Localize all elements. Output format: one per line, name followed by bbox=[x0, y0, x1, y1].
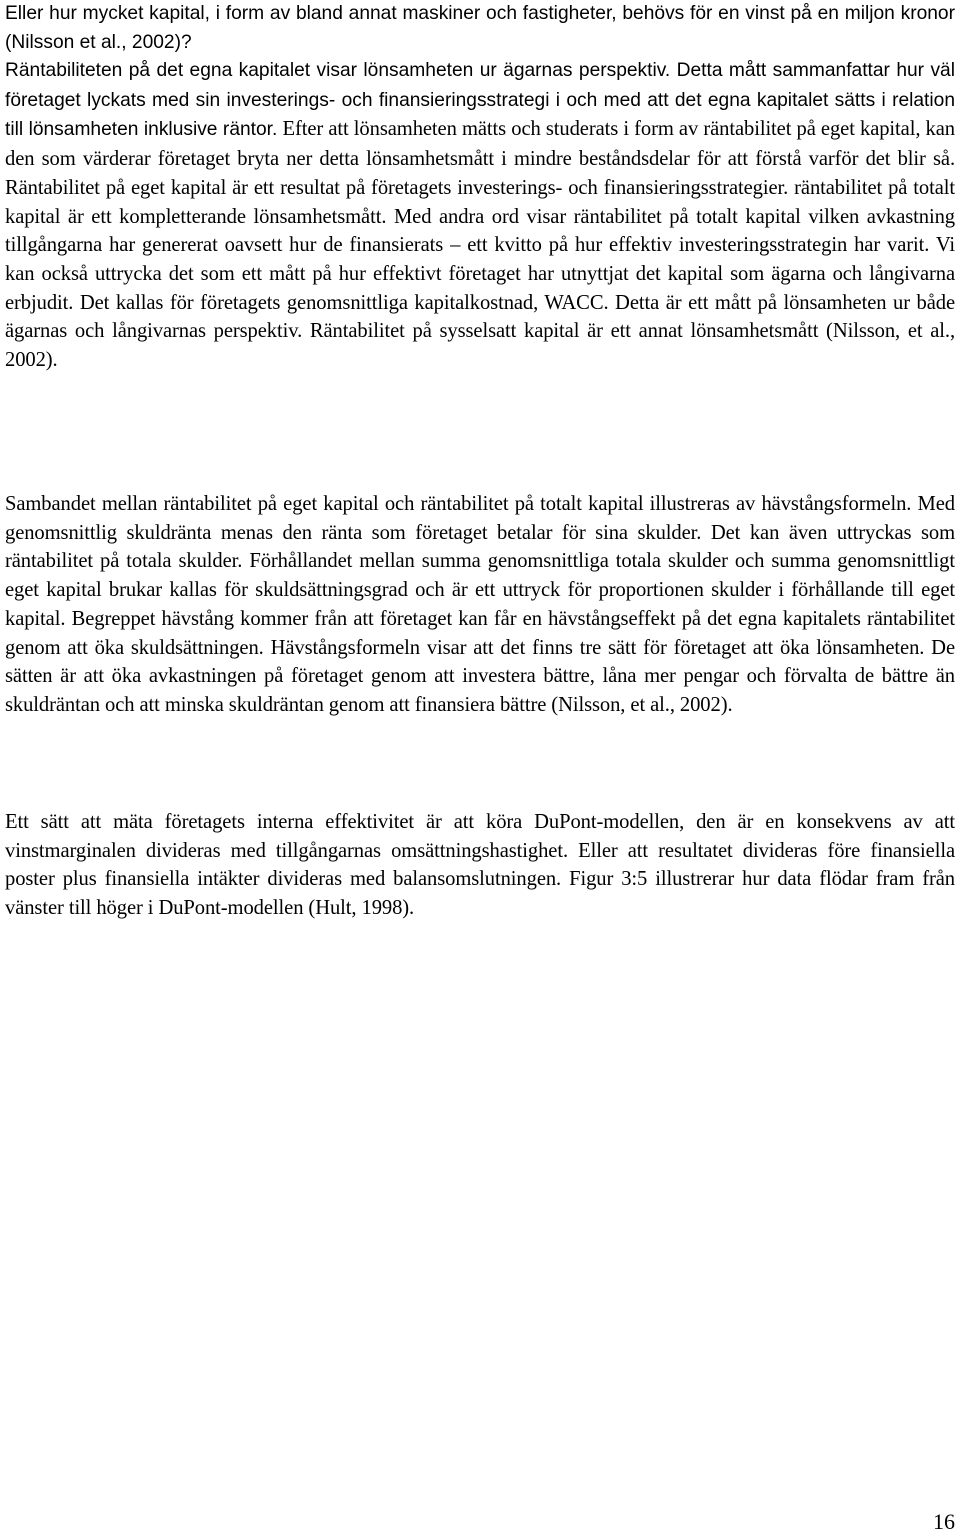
page-number: 16 bbox=[933, 1509, 955, 1534]
paragraph-intro-question: Eller hur mycket kapital, i form av bland annat maskiner och fastigheter, behövs för en vinst på en miljon kronor (Nilsson et al., 2002)? bbox=[5, 3, 955, 53]
paragraph-leverage-formula: Sambandet mellan räntabilitet på eget kapital och räntabilitet på totalt kapital illustreras av hävstångsformeln. Med genomsnittlig skuldränta menas den ränta som företaget betalar för sina skulder. Det kan även uttryckas som räntabilitet på totala skulder. Förhållandet mellan summa genomsnittliga totala skulder och summa genomsnittligt eget kapital brukar kallas för skuldsättningsgrad och är ett uttryck för proportionen skulder i förhållande till eget kapital. Begreppet hävstång kommer från att företaget kan får en hävstångseffekt på det egna kapitalets räntabilitet genom att öka skuldsättningen. Hävstångsformeln visar att det finns tre sätt för företaget att öka lönsamheten. De sätten är att öka avkastningen på företaget genom att investera bättre, låna mer pengar och förvalta de bättre än skuldräntan och att minska skuldräntan genom att finansiera bättre (Nilsson, et al., 2002). bbox=[5, 493, 955, 716]
paragraph-return-on-equity-sans-part: Räntabiliteten på det egna kapitalet visar lönsamheten ur ägarnas perspektiv. Detta mått sammanfattar hur väl företaget lyckats med sin investerings- och finansieringsstrategi i och med att det egna kapitalet sätts i relation till lönsamheten inklusive räntor. bbox=[5, 60, 955, 141]
paragraph-dupont-model: Ett sätt att mäta företagets interna effektivitet är att köra DuPont-modellen, den är en konsekvens av att vinstmarginalen divideras med tillgångarnas omsättningshastighet. Eller att resultatet divideras före finansiella poster plus finansiella intäkter divideras med balansomslutningen. Figur 3:5 illustrerar hur data flödar fram från vänster till höger i DuPont-modellen (Hult, 1998). bbox=[5, 811, 955, 920]
paragraph-return-on-equity bbox=[5, 56, 955, 375]
paragraph-return-on-equity-serif-part: Efter att lönsamheten mätts och studerats i form av räntabilitet på eget kapital, kan den som värderar företaget bryta ner detta lönsamhetsmått i mindre beståndsdelar för att förstå varför det blir så. Räntabilitet på eget kapital är ett resultat på företagets investerings- och finansieringsstrategier. räntabilitet på totalt kapital är ett kompletterande lönsamhetsmått. Med andra ord visar räntabilitet på totalt kapital vilken avkastning tillgångarna har genererat oavsett hur de finansierats – ett kvitto på hur effektiv investeringsstrategin har varit. Vi kan också uttrycka det som ett mått på hur effektivt företaget har utnyttjat det kapital som ägarna och långivarna erbjudit. Det kallas för företagets genomsnittliga kapitalkostnad, WACC. Detta är ett mått på lönsamheten ur både ägarnas och långivarnas perspektiv. Räntabilitet på sysselsatt kapital är ett annat lönsamhetsmått (Nilsson, et al., 2002). bbox=[5, 118, 955, 372]
